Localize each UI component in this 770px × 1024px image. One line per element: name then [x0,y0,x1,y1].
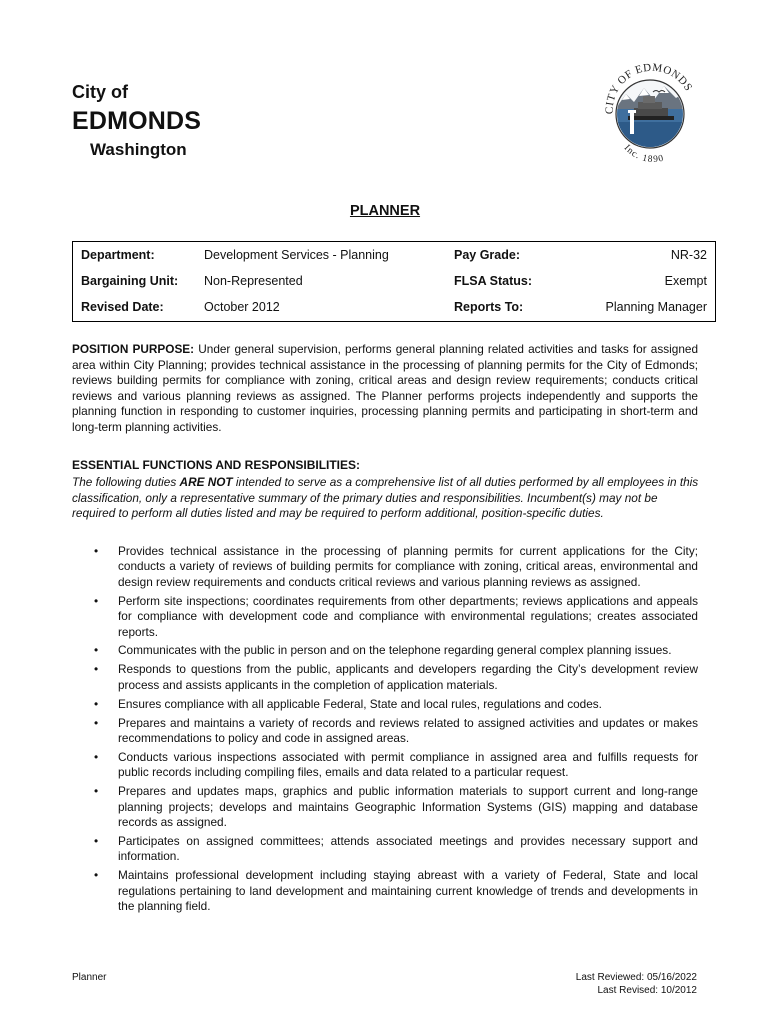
table-row [73,295,716,322]
flsa-status-label: FLSA Status: [454,273,533,288]
list-item: • Conducts various inspections associated with permit compliance in assigned area and fulfills requests for public records including compiling files, emails and data related to a particular request. [72,750,698,781]
department-label: Department: [81,247,155,262]
list-item: • Communicates with the public in person and on the telephone regarding general complex planning issues. [72,643,698,658]
flsa-status-value: Exempt [664,273,707,288]
footer-document-name: Planner [72,972,107,983]
table-row [73,242,716,270]
city-of-label: City of [72,82,128,102]
duties-list [72,544,698,918]
list-item: • Prepares and maintains a variety of records and reviews related to assigned activities and updates or makes recommendations to policy and code in assigned areas. [72,716,698,747]
pay-grade-label: Pay Grade: [454,247,521,262]
table-row [73,269,716,295]
job-info-table [72,241,716,322]
seal-arc-text: CITY OF EDMONDS [603,61,695,115]
position-purpose-label: POSITION PURPOSE: [72,342,195,356]
document-title: PLANNER [349,203,421,219]
note-emphasis: ARE NOT [179,475,233,489]
note-text-before: The following duties [72,475,177,489]
pay-grade-value: NR-32 [670,247,707,262]
note-text-after: intended to serve as a comprehensive list of all duties performed by all employees in this classification, only a representative summary of the primary duties and responsibilities. Incumbent(s) may not be required to perform all duties listed and may be required to perform additional, position-specific duties. [72,475,699,521]
reports-to-value: Planning Manager [605,299,707,314]
list-item: • Ensures compliance with all applicable Federal, State and local rules, regulations and codes. [72,697,698,712]
revised-date-value: October 2012 [204,299,280,314]
last-reviewed-date: Last Reviewed: 05/16/2022 [575,972,697,983]
state-name: Washington [90,140,187,159]
list-item: • Prepares and updates maps, graphics and public information materials to support current and long-range planning projects; develops and maintains Geographic Information Systems (GIS) mapping and database records as assigned. [72,784,698,830]
letterhead [72,82,201,160]
city-name: EDMONDS [72,107,202,135]
bargaining-unit-value: Non-Represented [204,273,303,288]
department-value: Development Services - Planning [204,247,389,262]
seal-inc-text: Inc. 1890 [621,143,666,165]
city-seal-logo [598,56,702,166]
position-purpose-text: Under general supervision, performs general planning related activities and tasks for assigned area within City Planning; provides technical assistance in the processing of planning permits for the City of Edmonds; reviews building permits for compliance with zoning, critical areas and design review requirements; conducts critical reviews and various planning reviews as assigned. The Planner performs projects independently and supports the planning function in responding to customer inquiries, processing planning permits and participating in short-term and long-term planning activities. [72,342,699,434]
revised-date-label: Revised Date: [81,299,164,314]
essential-functions-heading: ESSENTIAL FUNCTIONS AND RESPONSIBILITIES: [72,458,361,472]
bargaining-unit-label: Bargaining Unit: [81,273,179,288]
position-purpose [72,342,698,436]
list-item: • Participates on assigned committees; attends associated meetings and provides necessary support and information. [72,834,698,865]
list-item: • Perform site inspections; coordinates requirements from other departments; reviews applications and appeals for compliance with development code and compliance with environmental regulations; creates associated reports. [72,594,698,640]
list-item: • Provides technical assistance in the processing of planning permits for current applications for the City; conducts a variety of reviews of building permits for compliance with zoning, critical areas, environmental and design review requirements and conducts critical reviews and various planning reviews as assigned. [72,544,698,590]
essential-functions-note [72,475,700,522]
footer-dates [576,972,697,997]
list-item: • Responds to questions from the public, applicants and developers regarding the City’s development review process and assists applicants in the completion of application materials. [72,662,698,693]
reports-to-label: Reports To: [454,299,524,314]
list-item: • Maintains professional development including staying abreast with a variety of Federal, State and local regulations pertaining to land development and maintaining current knowledge of trends and developments in the planning field. [72,868,698,914]
last-revised-date: Last Revised: 10/2012 [597,984,697,996]
